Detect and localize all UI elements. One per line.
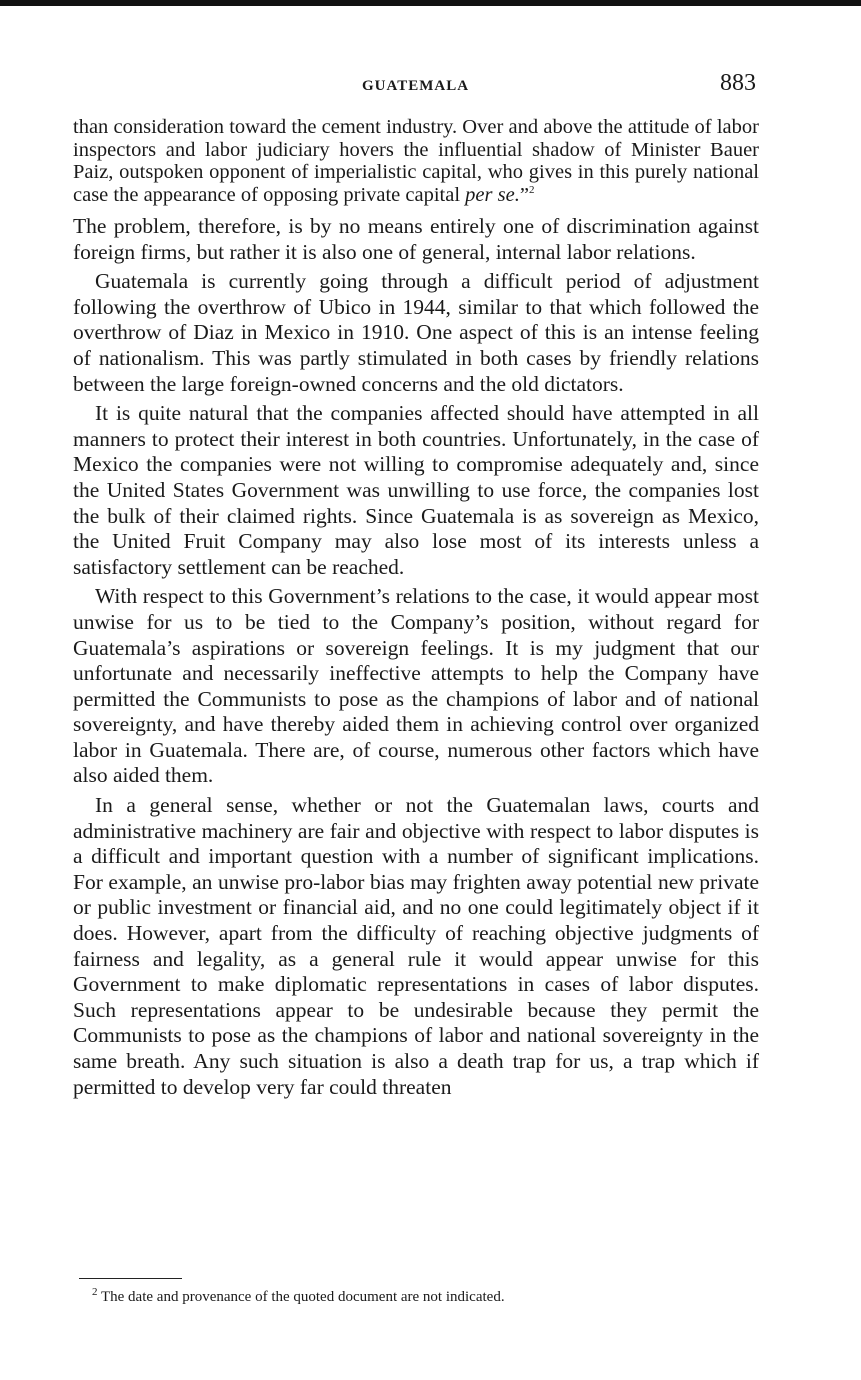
running-title: GUATEMALA [361,78,470,94]
paragraph-companies-interest: It is quite natural that the companies affected should have attempted in all manners to protect their interest in both countries. Unfortunately, in the case of Mexico the companies were not willing to compromise adequately and, since the United States Government was unwilling to use force, the companies lost the bulk of their claimed rights. Since Guatemala is as sovereign as Mexico, the United Fruit Company may also lose most of its interests unless a satisfactory settlement can be reached. [73,401,759,579]
top-edge-rule [0,0,861,6]
paragraph-quote-continuation [73,116,759,206]
footnote-reference: 2 [528,183,535,196]
quote-close-mark: ” [519,183,529,206]
paragraph-adjustment-period: Guatemala is currently going through a difficult period of adjustment following the overthrow of Ubico in 1944, similar to that which followed the overthrow of Diaz in Mexico in 1910. One aspect of this is an intense feeling of nationalism. This was partly stimulated in both cases by friendly relations between the large foreign-owned concerns and the old dictators. [73,269,759,396]
main-text [73,116,759,1104]
paragraph-government-relations: With respect to this Government’s relations to the case, it would appear most unwise for us to be tied to the Company’s position, without regard for Guatemala’s aspirations or sovereign feelings. It is my judgment that our unfortunate and necessarily ineffective attempts to help the Company have permitted the Communists to pose as the champions of labor and of national sovereignty, and have thereby aided them in achieving control over organized labor in Guatemala. There are, of course, numerous other factors which have also aided them. [73,584,759,788]
footnote-number: 2 [92,1286,98,1298]
paragraph-discrimination: The problem, therefore, is by no means entirely one of discrimination against foreign firms, but rather it is also one of general, internal labor relations. [73,214,759,264]
footnote [92,1287,742,1307]
footnote-text: The date and provenance of the quoted document are not indicated. [100,1289,505,1305]
quote-italic-phrase: per se. [465,183,520,206]
footnote-divider [79,1278,182,1279]
page-number: 883 [720,70,756,96]
page-header [73,70,758,110]
paragraph-labor-disputes: In a general sense, whether or not the Guatemalan laws, courts and administrative machinery are fair and objective with respect to labor disputes is a difficult and important question with a number of significant implications. For example, an unwise pro-labor bias may frighten away potential new private or public investment or financial aid, and no one could legitimately object if it does. However, apart from the difficulty of reaching objective judgments of fairness and legality, as a general rule it would appear unwise for this Government to make diplomatic representations in cases of labor disputes. Such representations appear to be undesirable because they permit the Communists to pose as the champions of labor and national sovereignty in the same breath. Any such situation is also a death trap for us, a trap which if permitted to develop very far could threaten [73,793,759,1099]
quote-text: than consideration toward the cement industry. Over and above the attitude of labor inspectors and labor judiciary hovers the influential shadow of Minister Bauer Paiz, outspoken opponent of imperialistic capital, who gives in this purely national case the appearance of opposing private capital [73,116,759,206]
